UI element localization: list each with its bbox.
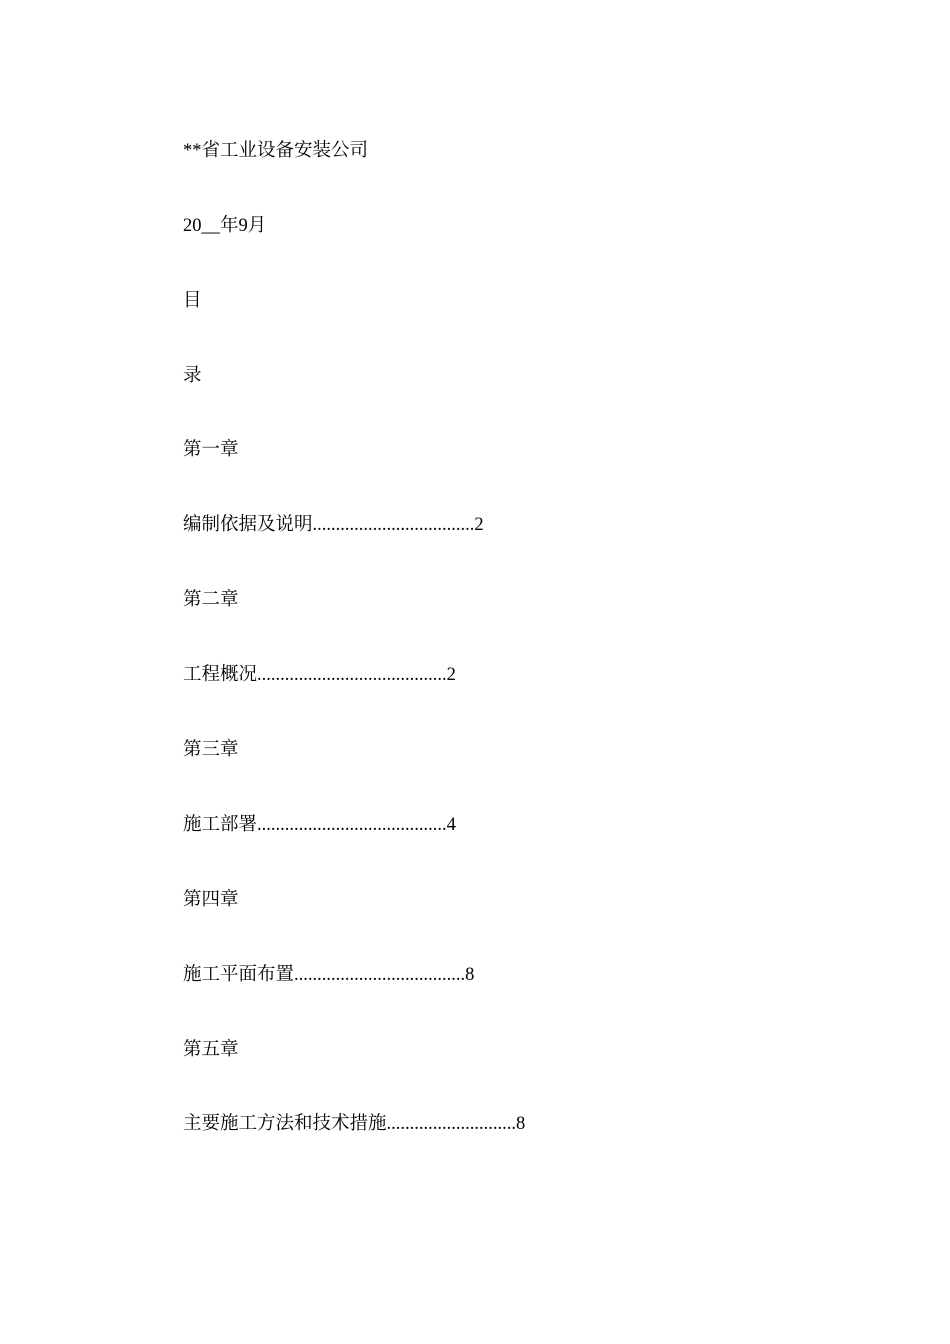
toc-chapter-4-label: 第四章: [183, 890, 239, 910]
toc-heading-part-1: 目: [183, 291, 202, 311]
toc-chapter-1-entry: 编制依据及说明...................................2: [183, 515, 484, 535]
toc-chapter-2-entry: 工程概况.........................................2: [183, 665, 456, 685]
toc-chapter-5-entry: 主要施工方法和技术措施............................8: [183, 1114, 526, 1134]
toc-chapter-5-label: 第五章: [183, 1040, 239, 1060]
toc-heading-part-2: 录: [183, 366, 202, 386]
toc-chapter-2-label: 第二章: [183, 590, 239, 610]
toc-chapter-3-label: 第三章: [183, 740, 239, 760]
toc-chapter-3-entry: 施工部署.........................................4: [183, 815, 456, 835]
toc-chapter-4-entry: 施工平面布置.....................................8: [183, 965, 475, 985]
company-name: **省工业设备安装公司: [183, 141, 369, 161]
toc-chapter-1-label: 第一章: [183, 440, 239, 460]
document-date: 20__年9月: [183, 216, 267, 236]
